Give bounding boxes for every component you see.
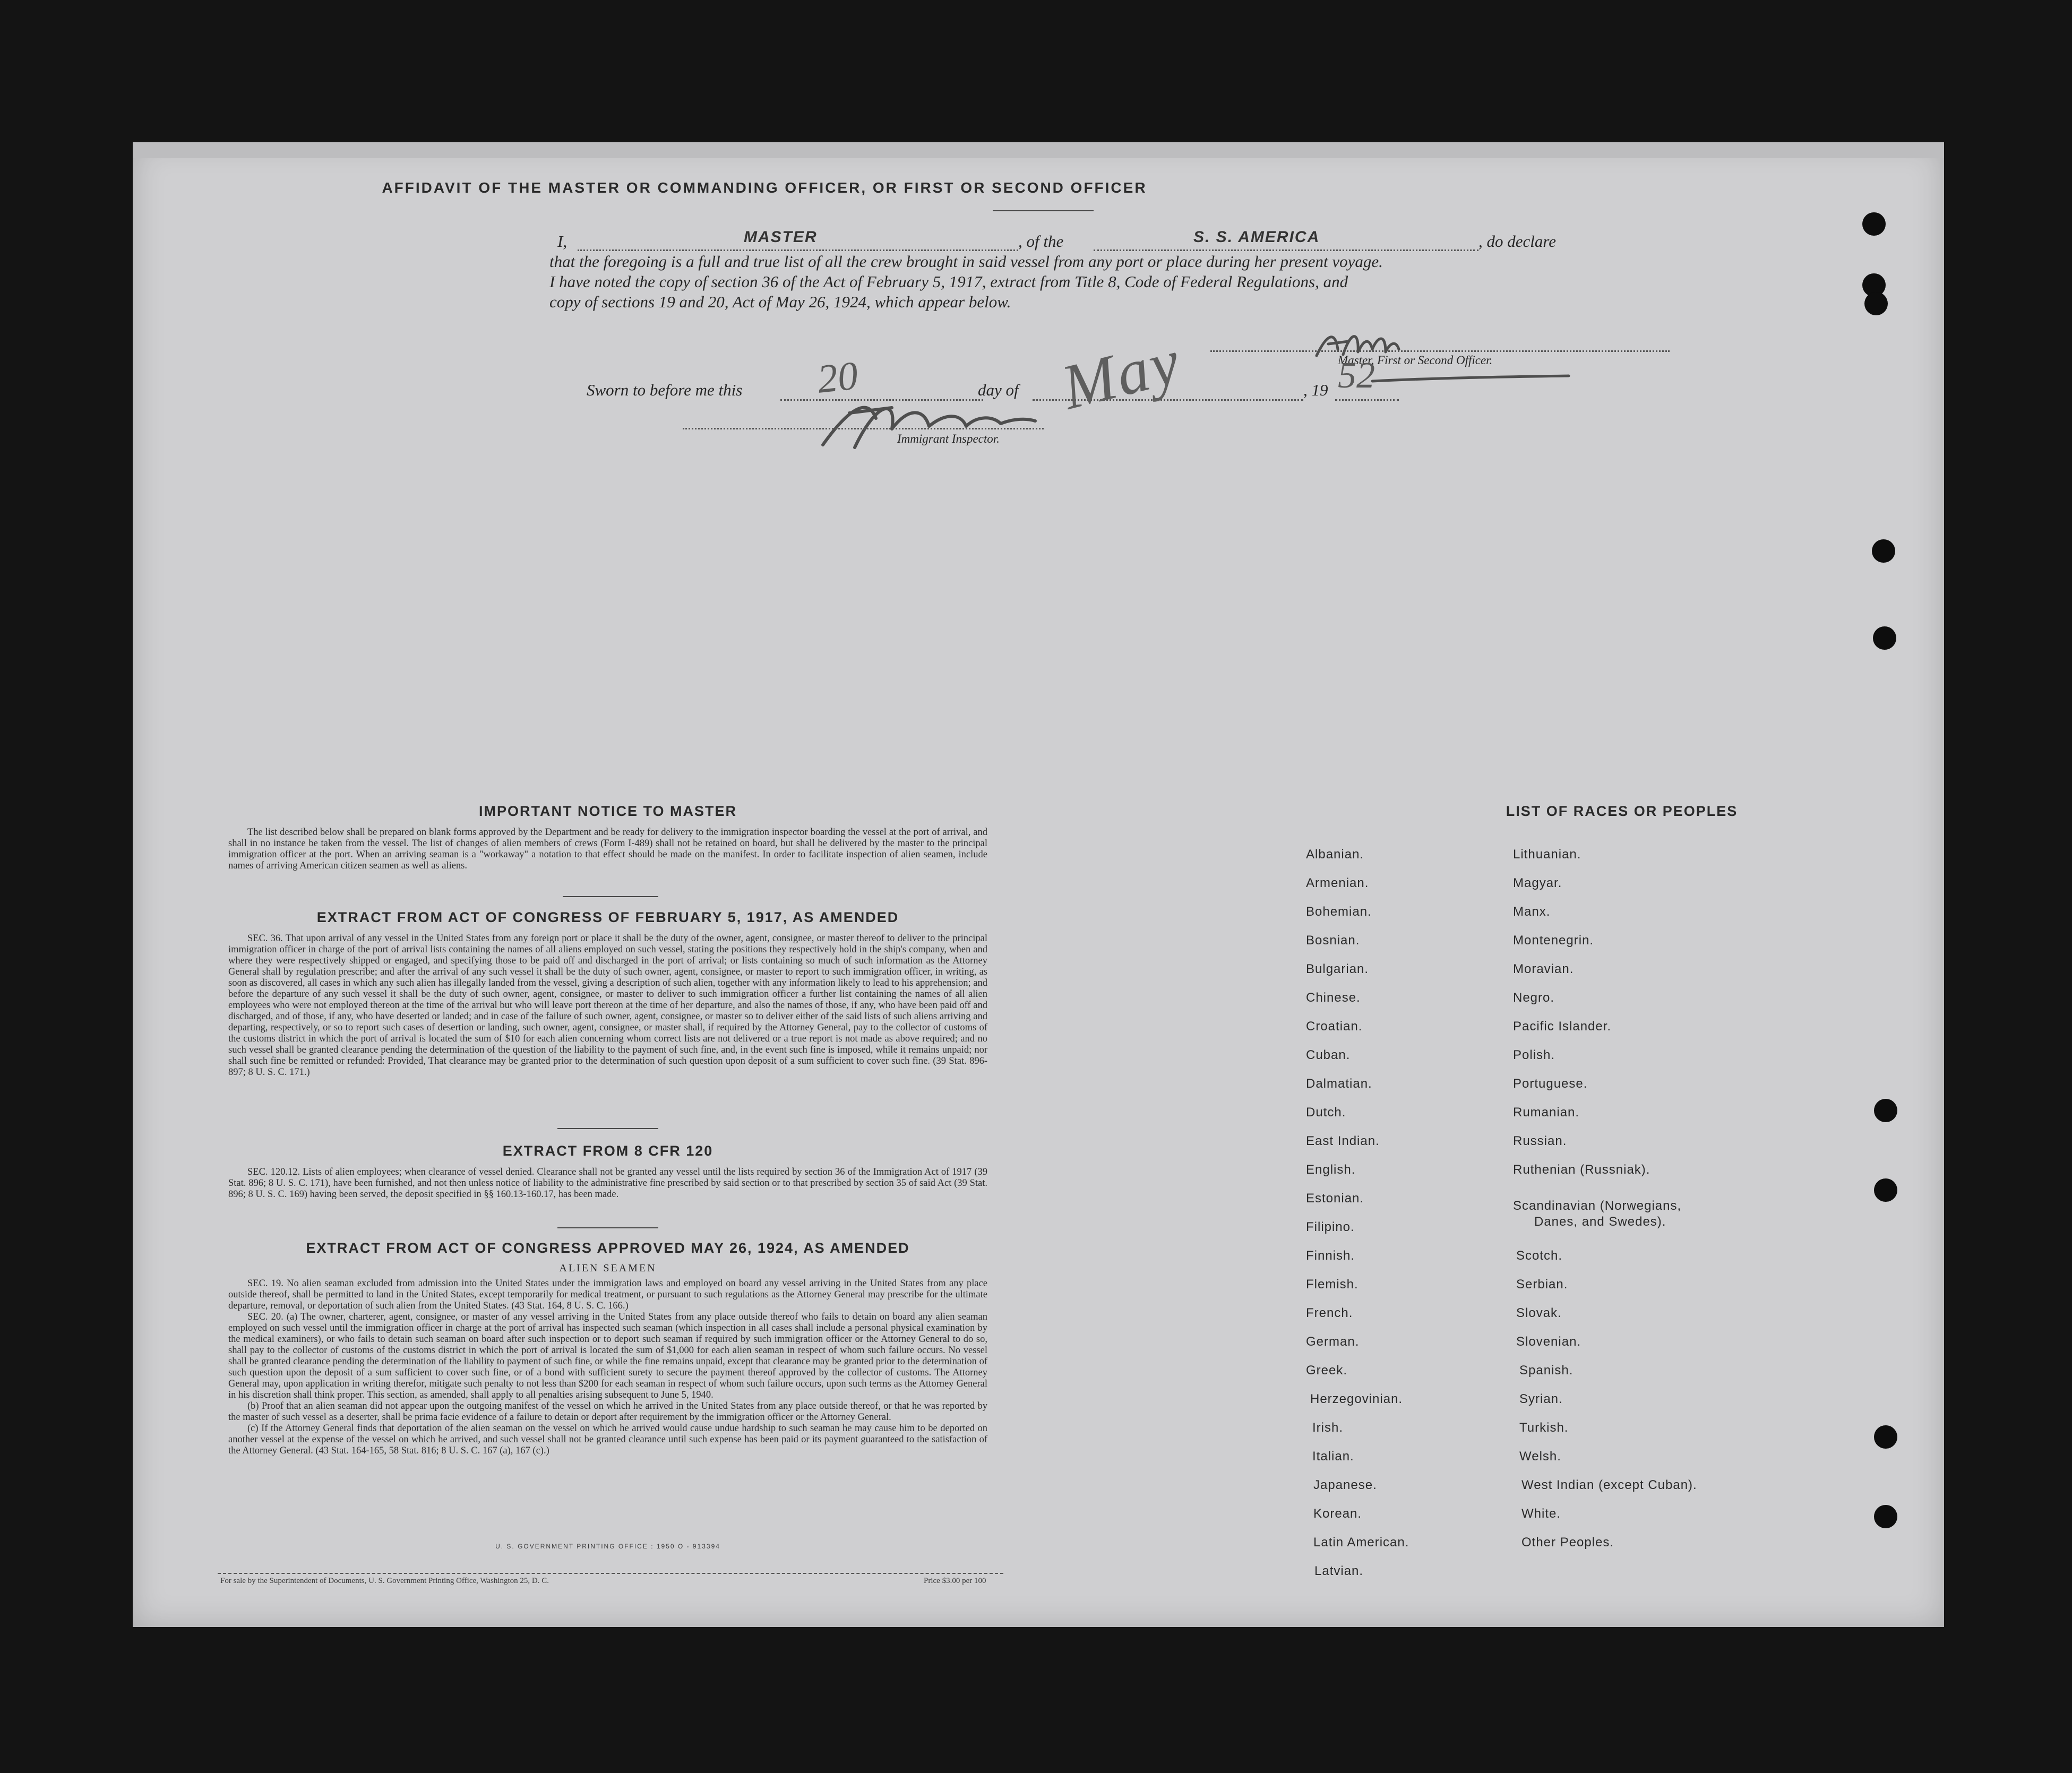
printing-office-note: U. S. GOVERNMENT PRINTING OFFICE : 1950 O - 913394 [495,1543,720,1550]
race-item: Spanish. [1519,1363,1574,1378]
extract-1917-title: EXTRACT FROM ACT OF CONGRESS OF FEBRUARY 5, 1917, AS AMENDED [316,909,899,925]
race-item: Bosnian. [1306,933,1360,948]
of-the-label: , of the [1018,232,1064,251]
race-item: Armenian. [1306,876,1369,890]
race-item: Albanian. [1306,847,1364,862]
race-item: Latvian. [1314,1564,1364,1578]
race-item: Polish. [1513,1048,1555,1062]
race-item: Portuguese. [1513,1077,1588,1091]
top-edge-strip [133,142,1944,158]
binder-hole [1862,212,1886,236]
binder-hole [1874,1425,1897,1449]
extract-1924-sections [228,1278,987,1457]
sec20a-text: SEC. 20. (a) The owner, charterer, agent, consignee, or master of any vessel arriving in the United States from any place outside thereof who fails to detain on board any alien seaman employed on such vessel until the immigration officer in charge at the port of arrival has inspected such seaman (which inspection in all cases shall include a personal physical examination by the medical examiners), or who fails to detain such seaman on board after such inspection or to deport such seaman if required by such immigration officer or the Attorney General to do so, shall pay to the collector of customs of the customs district in which the port of arrival is located the sum of $1,000 for each alien seaman in respect of whom such failure occurs. No vessel shall be granted clearance pending the determination of the liability to payment of such fine, or while the fine remains unpaid, except that clearance may be granted prior to the determination of such question upon the deposit of a sum sufficient to cover such fine, or of a bond with sufficient surety to secure the payment thereof approved by the collector of customs. The Attorney General may, upon application in writing therefor, mitigate such penalty to not less than $200 for each seaman in respect of whom such failure occurs, upon such terms as the Attorney General in his discretion shall think proper. This section, as amended, shall apply to all penalties arising subsequent to June 5, 1940. [228,1312,987,1400]
binder-hole [1873,626,1896,650]
race-item: Serbian. [1516,1277,1568,1292]
race-item: Other Peoples. [1521,1535,1614,1550]
sec20b-text: (b) Proof that an alien seaman did not appear upon the outgoing manifest of the vessel on which he arrived in the United States from any place outside thereof, or that he was reported by the master of such vessel as a deserter, shall be prima facie evidence of a failure to detain or deport after requirement by the immigration officer or the Attorney General. [228,1401,987,1423]
race-item: Filipino. [1306,1220,1355,1234]
vessel-blank [1094,249,1478,251]
race-item: Slovenian. [1516,1335,1581,1349]
inspector-caption: Immigrant Inspector. [897,432,1000,445]
binder-hole [1874,1178,1897,1202]
do-declare-label: , do declare [1478,232,1557,251]
sworn-label: Sworn to before me this [587,381,743,399]
master-signature-line [1210,350,1670,352]
year-label: , 19 [1303,381,1328,399]
race-item: Negro. [1513,991,1555,1005]
extract-1924-subtitle: ALIEN SEAMEN [559,1262,657,1274]
officer-value: MASTER [744,228,818,246]
race-item: English. [1306,1163,1356,1177]
race-item: Manx. [1513,905,1551,919]
race-item: Ruthenian (Russniak). [1513,1163,1650,1177]
race-item: East Indian. [1306,1134,1380,1148]
binder-hole [1874,1099,1897,1122]
extract-1917-body: SEC. 36. That upon arrival of any vessel in the United States from any foreign port or place it shall be the duty of the owner, agent, consignee, or master thereof to deliver to the principal immigration officer in charge of the port of arrival lists containing the names of all aliens employed on such vessel, stating the positions they respectively hold in the ship's company, when and where they were respectively shipped or engaged, and specifying those to be paid off and discharged in the port of arrival; or lists containing so much of such information as the Attorney General shall by regulation prescribe; and after the arrival of any such vessel it shall be the duty of such owner, agent, consignee, or master to report to such immigration officer, in writing, as soon as discovered, all cases in which any such alien has illegally landed from the vessel, giving a description of such alien, together with any information likely to lead to his apprehension; and before the departure of any such vessel it shall be the duty of such owner, agent, consignee, or master to deliver to such immigration officer a further list containing the names of all alien employees who were not employed thereon at the time of the arrival but who will leave port thereon at the time of her departure, and also the names of those, if any, who have been paid off and discharged, and of those, if any, who have deserted or landed; and in case of the failure of such owner, agent, consignee, or master so to deliver either of the said lists of such aliens arriving and departing, respectively, or so to report such cases of desertion or landing, such owner, agent, consignee, or master shall, if required by the Attorney General, pay to the collector of customs of the customs district in which the port of arrival is located the sum of $10 for each alien concerning whom correct lists are not delivered or a true report is not made as above required; and no such vessel shall be granted clearance pending the determination of the question of the liability to the payment of such fine, and, in the event such fine is imposed, while it remains unpaid; nor shall such fine be remitted or refunded: Provided, That clearance may be granted prior to the determination of such question upon deposit of a sum sufficient to cover such fine. (39 Stat. 896-897; 8 U. S. C. 171.) [228,933,987,1078]
race-item: Lithuanian. [1513,847,1581,862]
year-flourish [1370,372,1571,388]
footer-sale-note: For sale by the Superintendent of Documents, U. S. Government Printing Office, Washington 25, D. C. [220,1577,549,1585]
race-item: Magyar. [1513,876,1562,890]
race-item: Greek. [1306,1363,1348,1378]
race-item: Rumanian. [1513,1105,1580,1120]
affidavit-line4: copy of sections 19 and 20, Act of May 26, 1924, which appear below. [549,292,1011,311]
race-item: Russian. [1513,1134,1567,1148]
race-item: Flemish. [1306,1277,1359,1292]
race-item: West Indian (except Cuban). [1521,1478,1697,1492]
race-item: Dutch. [1306,1105,1346,1120]
race-item: Scandinavian (Norwegians, [1513,1199,1682,1213]
race-item: Syrian. [1519,1392,1563,1406]
year-blank [1335,399,1399,401]
affidavit-line3: I have noted the copy of section 36 of the Act of February 5, 1917, extract from Title 8, Code of Federal Regulations, and [549,272,1348,291]
binder-hole [1872,539,1895,563]
binder-hole [1864,292,1888,315]
race-item: White. [1521,1507,1561,1521]
race-item: Turkish. [1519,1421,1569,1435]
race-item: Italian. [1312,1449,1354,1464]
notice-title: IMPORTANT NOTICE TO MASTER [479,803,737,819]
race-item: Croatian. [1306,1019,1363,1034]
race-item: Irish. [1312,1421,1344,1435]
notice-body: The list described below shall be prepared on blank forms approved by the Department and be ready for delivery to the immigration inspector boarding the vessel at the port of arrival, and shall in no instance be taken from the vessel. The list of changes of alien members of crews (Form I-489) shall not be retained on board, but shall be delivered by the master to the principal immigration officer at the port. When an arriving seaman is a "workaway" a notation to that effect should be made on the manifest. In order to facilitate inspection of alien seamen, include names of arriving American citizen seamen as well as aliens. [228,827,987,871]
sworn-month-handwritten: May [1055,325,1188,423]
race-item: Scotch. [1516,1249,1563,1263]
affidavit-title: AFFIDAVIT OF THE MASTER OR COMMANDING OFFICER, OR FIRST OR SECOND OFFICER [382,179,1147,196]
extract-cfr-body: SEC. 120.12. Lists of alien employees; when clearance of vessel denied. Clearance shall not be granted any vessel until the lists required by section 36 of the Immigration Act of 1917 (39 Stat. 896; 8 U. S. C. 171), have been furnished, and not then unless notice of liability to the administrative fine prescribed by said section or to that prescribed by section 35 of said Act (39 Stat. 896; 8 U. S. C. 169) having been served, the deposit specified in §§ 160.13-160.17, has been made. [228,1167,987,1200]
sec20c-text: (c) If the Attorney General finds that deportation of the alien seaman on the vessel on which he arrived would cause undue hardship to such seaman he may cause him to be deported on another vessel at the expense of the vessel on which he arrived, and such vessel shall not be granted clearance until such expense has been paid or its payment guaranteed to the satisfaction of the Attorney General. (43 Stat. 164-165, 58 Stat. 816; 8 U. S. C. 167 (a), 167 (c).) [228,1423,987,1456]
extract-cfr-rule [557,1227,658,1228]
footer-rule [218,1573,1003,1574]
race-item: Herzegovinian. [1310,1392,1403,1406]
race-item: Latin American. [1313,1535,1409,1550]
race-item: Bulgarian. [1306,962,1369,976]
race-item: German. [1306,1335,1360,1349]
sec19-text: SEC. 19. No alien seaman excluded from admission into the United States under the immigration laws and employed on board any vessel arriving in the United States from any place outside thereof, shall be permitted to land in the United States, except temporarily for medical treatment, or pursuant to such regulations as the Attorney General may prescribe for the ultimate departure, removal, or deportation of such alien from the United States. (43 Stat. 164, 8 U. S. C. 166.) [228,1278,987,1311]
race-item: French. [1306,1306,1353,1320]
vessel-value: S. S. AMERICA [1193,228,1320,246]
race-item: Japanese. [1313,1478,1377,1492]
race-item: Korean. [1313,1507,1362,1521]
footer-price: Price $3.00 per 100 [924,1577,986,1585]
race-item: Chinese. [1306,991,1361,1005]
affidavit-line1 [557,228,1672,253]
notice-rule [563,896,658,897]
extract-1924-title: EXTRACT FROM ACT OF CONGRESS APPROVED MAY 26, 1924, AS AMENDED [306,1240,910,1256]
day-label: day of [978,381,1019,399]
races-title: LIST OF RACES OR PEOPLES [1506,803,1738,819]
affidavit-title-rule [993,210,1094,211]
race-item: Slovak. [1516,1306,1562,1320]
sworn-day-handwritten: 20 [815,353,861,402]
race-item: Bohemian. [1306,905,1372,919]
affidavit-line2: that the foregoing is a full and true list of all the crew brought in said vessel from any port or place during her present voyage. [549,252,1383,271]
race-item: Finnish. [1306,1249,1355,1263]
extract-1917-rule [557,1128,658,1129]
race-item: Moravian. [1513,962,1574,976]
race-item: Montenegrin. [1513,933,1594,948]
race-item: Estonian. [1306,1191,1364,1206]
race-item: Dalmatian. [1306,1077,1372,1091]
document-page [133,142,1944,1627]
race-item: Pacific Islander. [1513,1019,1612,1034]
sworn-year-handwritten: 52 [1338,355,1375,396]
race-item: Danes, and Swedes). [1534,1215,1666,1229]
extract-cfr-title: EXTRACT FROM 8 CFR 120 [502,1143,713,1159]
master-signature-caption: Master, First or Second Officer. [1338,354,1493,367]
officer-blank [578,249,1018,251]
binder-hole [1874,1505,1897,1528]
race-item: Welsh. [1519,1449,1561,1464]
inspector-signature-line [683,428,1044,429]
race-item: Cuban. [1306,1048,1351,1062]
declarant-prefix: I, [557,232,568,251]
